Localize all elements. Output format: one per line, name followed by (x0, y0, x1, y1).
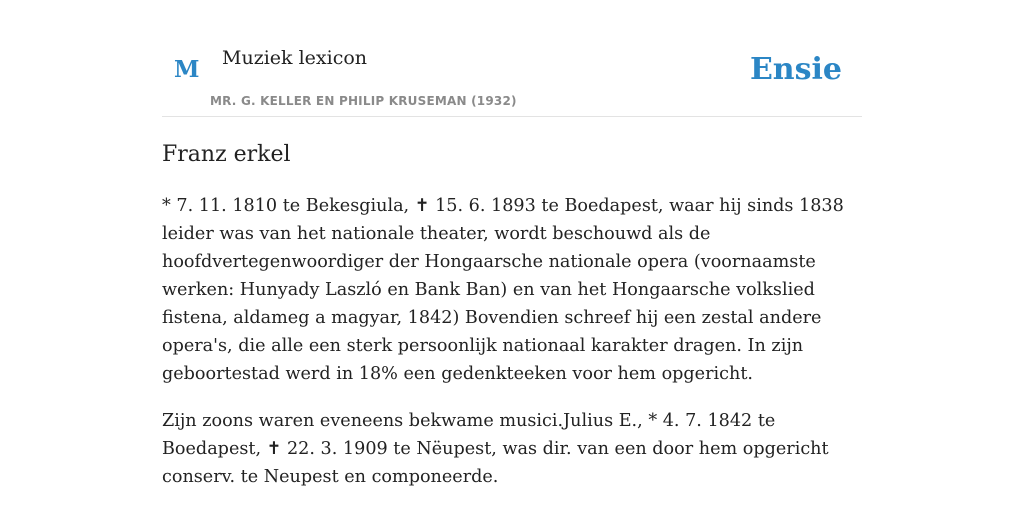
book-authors: MR. G. KELLER EN PHILIP KRUSEMAN (1932) (210, 94, 517, 108)
entry-title: Franz erkel (162, 142, 291, 167)
book-title-link[interactable]: Muziek lexicon (222, 47, 368, 69)
article-paragraph-1: * 7. 11. 1810 te Bekesgiula, ✝ 15. 6. 1893 te Boedapest, waar hij sinds 1838 leider was van het nationale theater, wordt beschouwd als de hoofdvertegenwoordiger der Hongaarsche nationale opera (voornaamste werken: Hunyady Laszló en Bank Ban) en van het Hongaarsche volkslied fistena, aldameg a magyar, 1842) Bovendien schreef hij een zestal andere opera's, die alle een sterk persoonlijk nationaal karakter dragen. In zijn geboortestad werd in 18% een gedenkteeken voor hem opgericht. (162, 196, 844, 384)
article-paragraph-2: Zijn zoons waren eveneens bekwame musici.Julius E., * 4. 7. 1842 te Boedapest, ✝ 22. 3. 1909 te Nëupest, was dir. van een door hem opgericht conserv. te Neupest en componeerde. (162, 411, 829, 487)
ensie-logo-link[interactable]: Ensie (749, 52, 842, 87)
book-header (162, 0, 862, 117)
article (162, 138, 864, 491)
book-logo-icon[interactable]: M (174, 56, 200, 83)
